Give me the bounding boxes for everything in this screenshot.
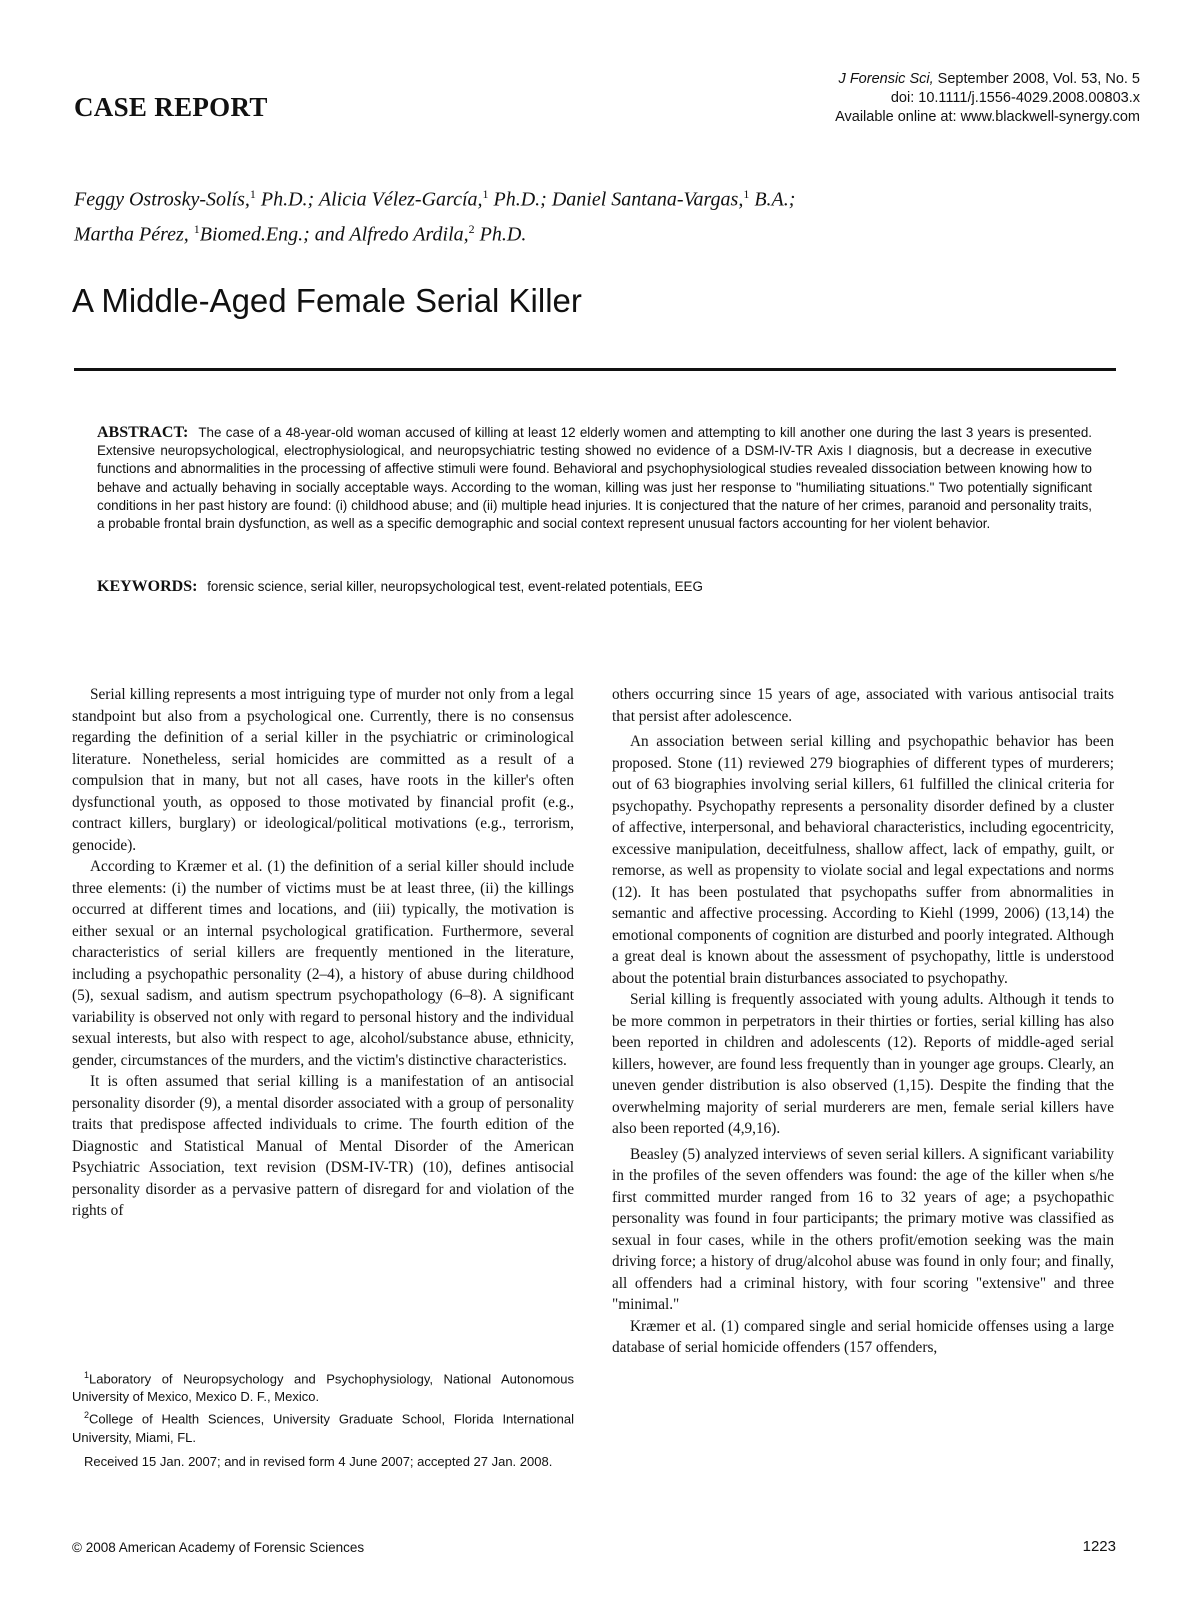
abstract-text: The case of a 48-year-old woman accused of killing at least 12 elderly women and attempting to kill another one during the last 3 years is presented. Extensive neuropsychological, electrophysiological, and neuropsychiatric testing showed no evidence of a DSM-IV-TR Axis I diagnosis, but a decrease in executive functions and abnormalities in the processing of affective stimuli were found. Behavioral and psychophysiological studies revealed dissociation between knowing how to behave and actually behaving in socially acceptable ways. According to the woman, killing was just her response to "humiliating situations." Two potentially significant conditions in her past history are found: (i) childhood abuse; and (ii) multiple head injuries. It is conjectured that the nature of her crimes, paranoid and personality traits, a probable frontal brain dysfunction, as well as a specific demographic and social context represent unusual factors accounting for her violent behavior. (97, 425, 1092, 532)
author-line-1 (74, 180, 1134, 215)
footnotes (72, 1366, 574, 1471)
keywords-label: KEYWORDS: (97, 578, 198, 595)
journal-citation (835, 70, 1140, 89)
author-degree: Ph.D.; (255, 188, 319, 211)
body-paragraph: According to Kræmer et al. (1) the definition of a serial killer should include three elements: (i) the number of victims must be at least three, (ii) the killings occurred at different times and locations, and (iii) typically, the motivation is either sexual or an internal psychological gratification. Furthermore, several characteristics of serial killers are frequently mentioned in the literature, including a psychopathic personality (2–4), a history of abuse during childhood (5), sexual sadism, and autism spectrum psychopathology (6–8). A significant variability is observed not only with regard to personal history and the individual sexual interests, but also with respect to age, alcohol/substance abuse, ethnicity, gender, circumstances of the murders, and the victim's distinctive characteristics. (72, 858, 574, 1069)
affiliation-mark: 2 (468, 221, 475, 236)
footnote-mark: 2 (84, 1410, 90, 1421)
body-paragraph: Beasley (5) analyzed interviews of seven serial killers. A significant variability in the profiles of the seven offenders was found: the age of the killer when s/he first committed murder ranged from 16 to 32 years of age; a psychopathic personality was found in four participants; the primary motive was classified as sexual in four cases, while in the others profit/emotion seeking was the main driving force; a history of drug/alcohol abuse was found in only four; and finally, all offenders had a criminal history, with four scoring "extensive" and three "minimal." (612, 1145, 1114, 1313)
affiliation-mark: 1 (743, 187, 750, 201)
footnote-mark: 1 (84, 1370, 90, 1380)
affiliation-mark: 1 (193, 221, 200, 236)
footnote-affiliation-2 (72, 1406, 574, 1446)
journal-name: J Forensic Sci, (838, 71, 934, 87)
author-name: Martha Pérez, (74, 223, 194, 246)
author-degree: Ph.D. (474, 223, 527, 246)
abstract-label: ABSTRACT: (97, 424, 189, 441)
availability-link[interactable]: Available online at: www.blackwell-synergy.com (835, 109, 1140, 125)
footnote-affiliation-1 (72, 1366, 574, 1406)
author-line-2 (74, 215, 1134, 250)
abstract (97, 424, 1092, 533)
body-paragraph: It is often assumed that serial killing is a manifestation of an antisocial personality disorder (9), a mental disorder associated with a group of personality traits that predispose affected individuals to crime. The fourth edition of the Diagnostic and Statistical Manual of Mental Disorder of the American Psychiatric Association, text revision (DSM-IV-TR) (10), defines antisocial personality disorder as a pervasive pattern of disregard for and violation of the rights of (72, 1073, 574, 1219)
body-paragraph: Serial killing is frequently associated with young adults. Although it tends to be more common in perpetrators in their thirties or forties, serial killing has also been reported in children and adolescents (12). Reports of middle-aged serial killers, however, are found less frequently than in younger age groups. Clearly, an uneven gender distribution is also observed (1,15). Despite the finding that the overwhelming majority of serial murderers are men, female serial killers have also been reported (4,9,16). (612, 991, 1114, 1137)
received-dates: Received 15 Jan. 2007; and in revised form 4 June 2007; accepted 27 Jan. 2008. (84, 1453, 553, 1469)
author-list (74, 180, 1134, 249)
author-name: Feggy Ostrosky-Solís, (74, 188, 250, 211)
body-paragraph: Serial killing represents a most intriguing type of murder not only from a legal standpoint but also from a psychological one. Currently, there is no consensus regarding the definition of a serial killer in the psychiatric or criminological literature. Nonetheless, serial homicides are committed as a result of a compulsion that in many, but not all cases, have roots in the killer's often dysfunctional youth, as opposed to those motivated by financial profit (e.g., contract killers, burglary) or ideological/political motivations (e.g., terrorism, genocide). (72, 686, 574, 854)
author-degree: B.A.; (749, 188, 796, 211)
author-name: Daniel Santana-Vargas, (551, 188, 744, 211)
title-divider (74, 368, 1116, 371)
affiliation-mark: 1 (482, 187, 489, 201)
keywords-text: forensic science, serial killer, neuropsychological test, event-related potentials, EEG (207, 579, 703, 594)
body-paragraph: Kræmer et al. (1) compared single and serial homicide offenses using a large database of serial homicide offenders (157 offenders, (612, 1317, 1114, 1356)
page-number: 1223 (1082, 1538, 1116, 1555)
keywords (97, 578, 1092, 596)
body-column-left (72, 684, 574, 1222)
doi: doi: 10.1111/j.1556-4029.2008.00803.x (890, 90, 1140, 106)
author-degree: Biomed.Eng.; and (199, 223, 350, 246)
article-title: A Middle-Aged Female Serial Killer (72, 282, 582, 319)
body-column-right (612, 684, 1114, 1359)
body-paragraph: others occurring since 15 years of age, associated with various antisocial traits that persist after adolescence. (612, 686, 1114, 725)
copyright: © 2008 American Academy of Forensic Sciences (72, 1540, 365, 1555)
journal-info (835, 70, 1140, 127)
journal-issue: September 2008, Vol. 53, No. 5 (937, 71, 1140, 87)
author-degree: Ph.D.; (488, 188, 552, 211)
section-label: CASE REPORT (74, 92, 268, 122)
footnote-text: College of Health Sciences, University Graduate School, Florida International University, Miami, FL. (72, 1411, 574, 1445)
body-paragraph: An association between serial killing and psychopathic behavior has been proposed. Stone (11) reviewed 279 biographies of different types of murderers; out of 63 biographies involving serial killers, 61 fulfilled the clinical criteria for psychopathy. Psychopathy represents a personality disorder defined by a cluster of affective, interpersonal, and behavioral characteristics, including egocentricity, excessive manipulation, deceitfulness, shallow affect, lack of empathy, guilt, or remorse, as well as propensity to violate social and legal expectations and norms (12). It has been postulated that psychopaths suffer from abnormalities in semantic and affective processing. According to Kiehl (1999, 2006) (13,14) the emotional components of cognition are disturbed and poorly integrated. Although a great deal is known about the assessment of psychopathy, little is understood about the potential brain disturbances associated to psychopathy. (612, 733, 1114, 987)
affiliation-mark: 1 (249, 187, 256, 201)
author-name: Alfredo Ardila, (349, 223, 469, 246)
footnote-text: Laboratory of Neuropsychology and Psychophysiology, National Autonomous University of Mexico, Mexico D. F., Mexico. (72, 1371, 574, 1405)
author-name: Alicia Vélez-García, (318, 188, 483, 211)
